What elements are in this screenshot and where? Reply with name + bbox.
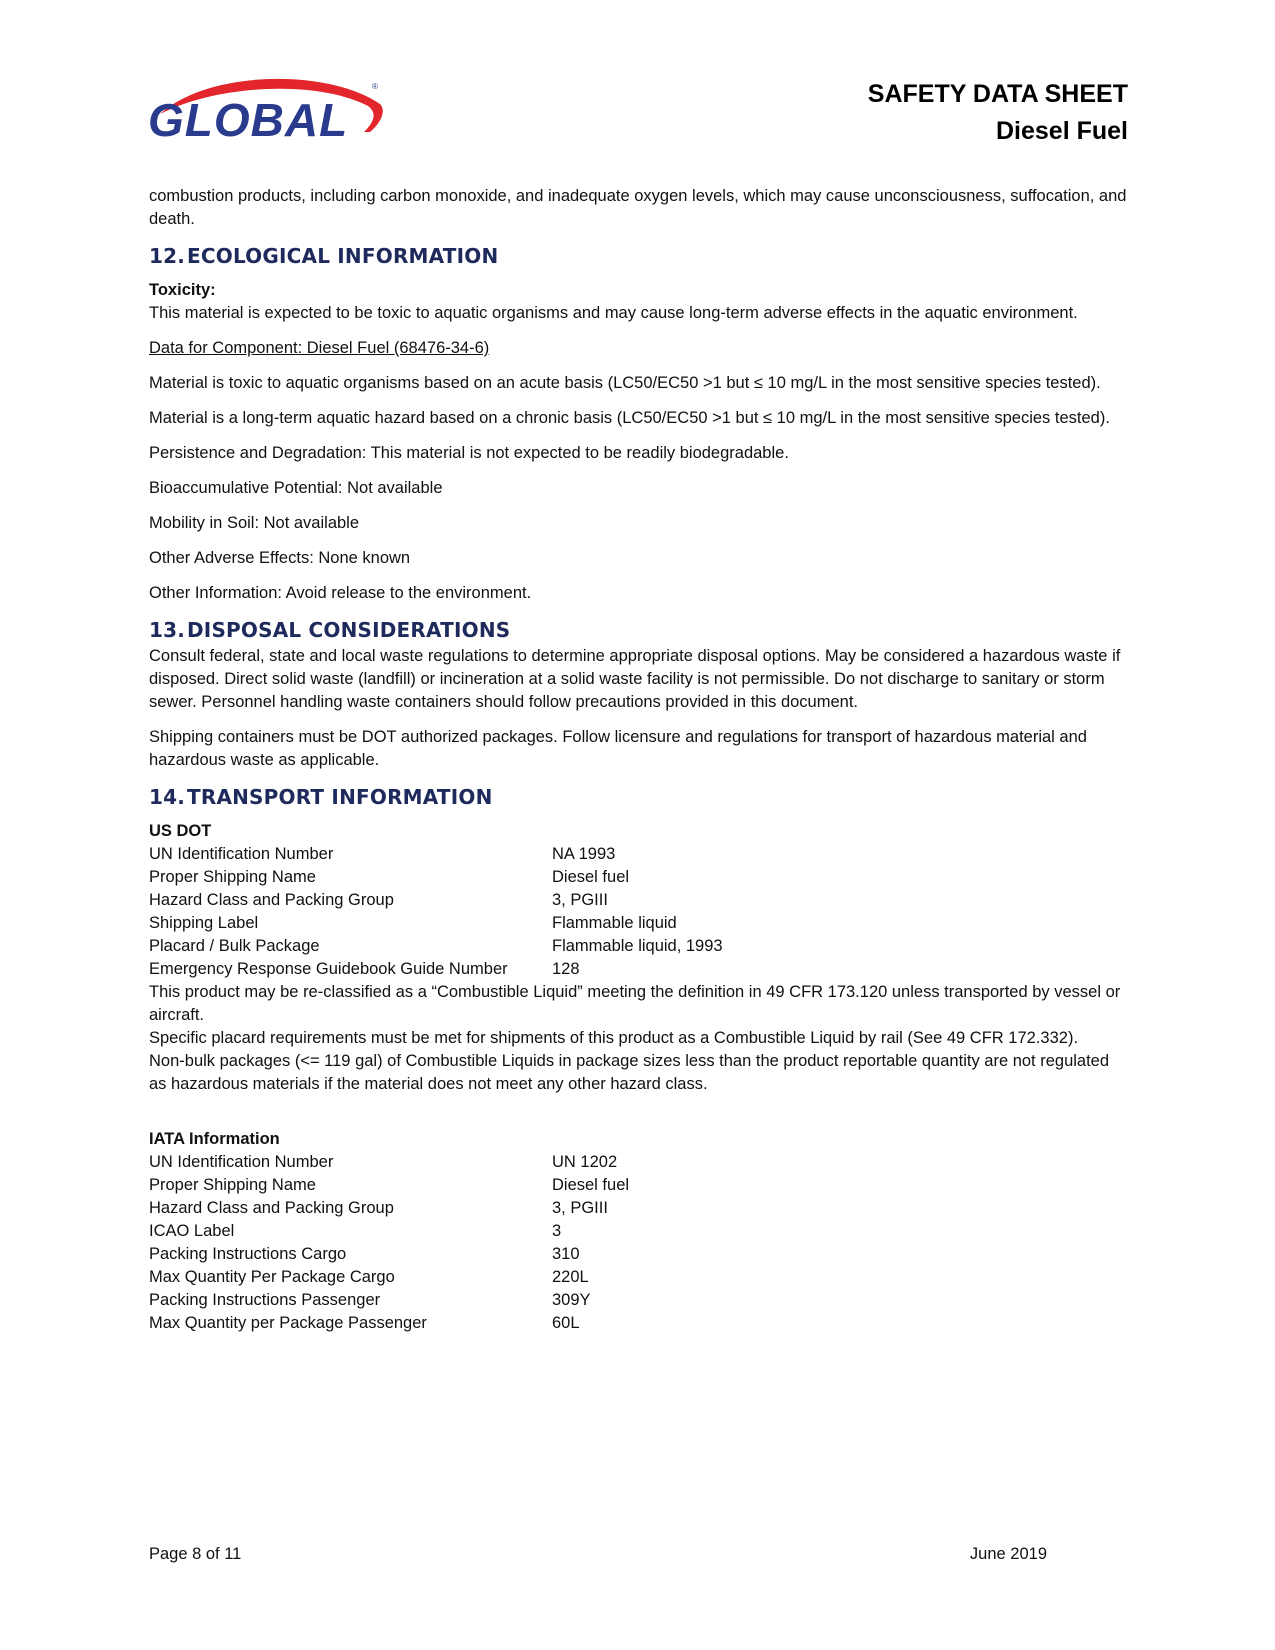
section-12-heading: [149, 243, 1129, 269]
kv-key: ICAO Label: [149, 1222, 235, 1240]
kv-row: [149, 1220, 1129, 1243]
section-number: 12.: [149, 244, 186, 268]
kv-value: 3, PGIII: [552, 1199, 608, 1217]
kv-row: [149, 889, 1129, 912]
title-line1: SAFETY DATA SHEET: [867, 80, 1128, 108]
kv-key: Placard / Bulk Package: [149, 937, 320, 955]
disposal-para-1: Consult federal, state and local waste regulations to determine appropriate disposal options. May be considered a hazardous waste if disposed. Direct solid waste (landfill) or incineration at a solid waste facility is not permissible. Do not discharge to sanitary or storm sewer. Personnel handling waste containers should follow precautions provided in this document.: [149, 647, 1121, 711]
kv-row: [149, 866, 1129, 889]
acute-text: Material is toxic to aquatic organisms based on an acute basis (LC50/EC50 >1 but ≤ 10 mg/L in the most sensitive species tested).: [149, 374, 1101, 392]
global-logo: [148, 74, 398, 148]
kv-value: Flammable liquid: [552, 914, 677, 932]
kv-row: [149, 1197, 1129, 1220]
section-number: 14.: [149, 785, 186, 809]
chronic-text: Material is a long-term aquatic hazard based on a chronic basis (LC50/EC50 >1 but ≤ 10 mg/L in the most sensitive species tested).: [149, 409, 1110, 427]
document-title: [868, 76, 1128, 150]
section-14-heading: [149, 784, 1129, 810]
kv-key: UN Identification Number: [149, 845, 334, 863]
section-number: 13.: [149, 618, 186, 642]
footer-date: June 2019: [969, 1545, 1047, 1563]
bioaccumulative-text: Bioaccumulative Potential: Not available: [149, 479, 443, 497]
section-title: ECOLOGICAL INFORMATION: [187, 244, 499, 268]
kv-value: 128: [552, 960, 580, 978]
kv-key: Hazard Class and Packing Group: [149, 1199, 394, 1217]
logo-text: GLOBAL: [148, 94, 349, 146]
kv-row: [149, 912, 1129, 935]
toxicity-label: Toxicity:: [149, 281, 216, 299]
kv-key: Packing Instructions Passenger: [149, 1291, 381, 1309]
kv-value: Diesel fuel: [552, 868, 630, 886]
kv-row: [149, 958, 1129, 981]
title-line2: Diesel Fuel: [996, 117, 1128, 145]
disposal-para-2: Shipping containers must be DOT authorized packages. Follow licensure and regulations for transport of hazardous material and hazardous waste as applicable.: [149, 728, 1087, 769]
mobility-text: Mobility in Soil: Not available: [149, 514, 360, 532]
kv-key: Shipping Label: [149, 914, 259, 932]
toxicity-text: This material is expected to be toxic to aquatic organisms and may cause long-term adverse effects in the aquatic environment.: [149, 304, 1078, 322]
kv-value: 220L: [552, 1268, 589, 1286]
kv-row: [149, 1312, 1129, 1335]
kv-row: [149, 1289, 1129, 1312]
kv-row: [149, 1243, 1129, 1266]
persistence-text: Persistence and Degradation: This material is not expected to be readily biodegradable.: [149, 444, 789, 462]
kv-key: Proper Shipping Name: [149, 1176, 316, 1194]
kv-value: 60L: [552, 1314, 580, 1332]
registered-mark: ®: [372, 82, 378, 91]
other-info-text: Other Information: Avoid release to the environment.: [149, 584, 532, 602]
transport-note-2: Specific placard requirements must be met for shipments of this product as a Combustible Liquid by rail (See 49 CFR 172.332).: [149, 1029, 1079, 1047]
other-adverse-text: Other Adverse Effects: None known: [149, 549, 411, 567]
kv-value: Flammable liquid, 1993: [552, 937, 723, 955]
usdot-table: [149, 843, 1129, 981]
kv-key: Hazard Class and Packing Group: [149, 891, 394, 909]
kv-value: 3: [552, 1222, 562, 1240]
kv-row: [149, 1151, 1129, 1174]
kv-key: Packing Instructions Cargo: [149, 1245, 347, 1263]
transport-note-3: Non-bulk packages (<= 119 gal) of Combustible Liquids in package sizes less than the product reportable quantity are not regulated as hazardous materials if the material does not meet any other hazard class.: [149, 1052, 1110, 1093]
iata-table: [149, 1151, 1129, 1335]
intro-paragraph: combustion products, including carbon monoxide, and inadequate oxygen levels, which may cause unconsciousness, suffocation, and death.: [149, 187, 1127, 228]
kv-value: 309Y: [552, 1291, 591, 1309]
iata-label: IATA Information: [149, 1130, 280, 1148]
kv-row: [149, 1266, 1129, 1289]
kv-row: [149, 1174, 1129, 1197]
kv-row: [149, 843, 1129, 866]
usdot-label: US DOT: [149, 822, 212, 840]
kv-key: Max Quantity Per Package Cargo: [149, 1268, 395, 1286]
section-title: DISPOSAL CONSIDERATIONS: [187, 618, 511, 642]
kv-value: 3, PGIII: [552, 891, 608, 909]
page-footer: [149, 1545, 1047, 1564]
kv-key: Proper Shipping Name: [149, 868, 316, 886]
transport-note-1: This product may be re-classified as a “Combustible Liquid” meeting the definition in 49 CFR 173.120 unless transported by vessel or aircraft.: [149, 983, 1121, 1024]
kv-value: UN 1202: [552, 1153, 618, 1171]
kv-key: Max Quantity per Package Passenger: [149, 1314, 427, 1332]
kv-value: Diesel fuel: [552, 1176, 630, 1194]
section-title: TRANSPORT INFORMATION: [187, 785, 493, 809]
section-13-heading: [149, 617, 1129, 643]
kv-value: NA 1993: [552, 845, 616, 863]
kv-row: [149, 935, 1129, 958]
document-body: [149, 185, 1129, 1335]
component-label: Data for Component: Diesel Fuel (68476-34-6): [149, 339, 490, 357]
page-number: Page 8 of 11: [149, 1545, 242, 1563]
kv-key: Emergency Response Guidebook Guide Number: [149, 960, 508, 978]
kv-key: UN Identification Number: [149, 1153, 334, 1171]
kv-value: 310: [552, 1245, 580, 1263]
